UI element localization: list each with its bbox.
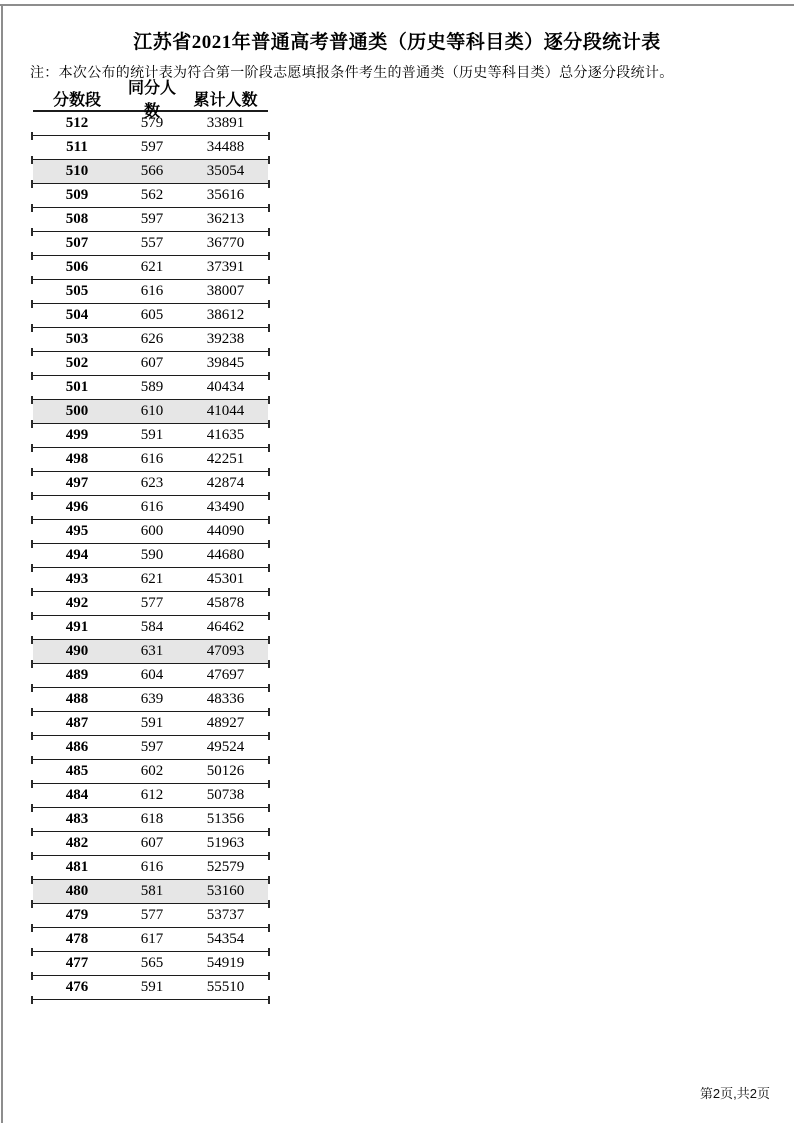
- same-score-count-cell: 557: [140, 235, 164, 251]
- same-score-count-cell: 612: [140, 787, 164, 803]
- same-score-count-cell: 621: [140, 259, 164, 275]
- same-score-count-cell: 602: [140, 763, 164, 779]
- score-cell: 509: [65, 187, 89, 203]
- table-row: [33, 712, 268, 736]
- score-cell: 503: [65, 331, 89, 347]
- same-score-count-cell: 581: [140, 883, 164, 899]
- cumulative-count-cell: 35616: [206, 187, 245, 203]
- score-cell: 510: [65, 163, 89, 179]
- column-header-cumulative-count: 累计人数: [193, 91, 258, 109]
- same-score-count-cell: 577: [140, 907, 164, 923]
- score-cell: 482: [65, 835, 89, 851]
- same-score-count-cell: 579: [140, 115, 164, 131]
- note-text: 注：本次公布的统计表为符合第一阶段志愿填报条件考生的普通类（历史等科目类）总分逐分段统计。: [30, 66, 674, 81]
- score-cell: 502: [65, 355, 89, 371]
- score-cell: 501: [65, 379, 89, 395]
- score-cell: 487: [65, 715, 89, 731]
- cumulative-count-cell: 54354: [206, 931, 245, 947]
- same-score-count-cell: 618: [140, 811, 164, 827]
- cumulative-count-cell: 37391: [206, 259, 245, 275]
- table-row: [33, 184, 268, 208]
- table-row: [33, 328, 268, 352]
- cumulative-count-cell: 50738: [206, 787, 245, 803]
- table-row: [33, 808, 268, 832]
- score-cell: 484: [65, 787, 89, 803]
- cumulative-count-cell: 34488: [206, 139, 245, 155]
- cumulative-count-cell: 47697: [206, 667, 245, 683]
- cumulative-count-cell: 45878: [206, 595, 245, 611]
- same-score-count-cell: 566: [140, 163, 164, 179]
- cumulative-count-cell: 42251: [206, 451, 245, 467]
- table-row: [33, 136, 268, 160]
- cumulative-count-cell: 42874: [206, 475, 245, 491]
- same-score-count-cell: 562: [140, 187, 164, 203]
- cumulative-count-cell: 41635: [206, 427, 245, 443]
- score-cell: 486: [65, 739, 89, 755]
- same-score-count-cell: 565: [140, 955, 164, 971]
- table-row: [33, 496, 268, 520]
- column-header-same-score-count: 同分人数: [127, 80, 176, 120]
- cumulative-count-cell: 48336: [206, 691, 245, 707]
- score-cell: 493: [65, 571, 89, 587]
- table-row: [33, 856, 268, 880]
- cumulative-count-cell: 44680: [206, 547, 245, 563]
- cumulative-count-cell: 51356: [206, 811, 245, 827]
- score-cell: 495: [65, 523, 89, 539]
- score-cell: 476: [65, 979, 89, 995]
- table-row: [33, 616, 268, 640]
- table-row: [33, 952, 268, 976]
- table-row: [33, 280, 268, 304]
- page-title: 江苏省2021年普通高考普通类（历史等科目类）逐分段统计表: [133, 32, 661, 53]
- table-row: [33, 256, 268, 280]
- same-score-count-cell: 621: [140, 571, 164, 587]
- same-score-count-cell: 616: [140, 451, 164, 467]
- same-score-count-cell: 591: [140, 979, 164, 995]
- same-score-count-cell: 626: [140, 331, 164, 347]
- score-cell: 478: [65, 931, 89, 947]
- table-row: [33, 352, 268, 376]
- same-score-count-cell: 591: [140, 715, 164, 731]
- same-score-count-cell: 623: [140, 475, 164, 491]
- table-row: [33, 832, 268, 856]
- score-cell: 507: [65, 235, 89, 251]
- table-row: [33, 520, 268, 544]
- same-score-count-cell: 589: [140, 379, 164, 395]
- score-cell: 496: [65, 499, 89, 515]
- table-row: [33, 208, 268, 232]
- table-row: [33, 544, 268, 568]
- same-score-count-cell: 616: [140, 859, 164, 875]
- score-cell: 497: [65, 475, 89, 491]
- score-cell: 489: [65, 667, 89, 683]
- table-row: [33, 592, 268, 616]
- cumulative-count-cell: 38007: [206, 283, 245, 299]
- same-score-count-cell: 639: [140, 691, 164, 707]
- table-body: [33, 112, 268, 1000]
- cumulative-count-cell: 51963: [206, 835, 245, 851]
- cumulative-count-cell: 48927: [206, 715, 245, 731]
- same-score-count-cell: 616: [140, 499, 164, 515]
- table-row: [33, 664, 268, 688]
- cumulative-count-cell: 36213: [206, 211, 245, 227]
- score-cell: 481: [65, 859, 89, 875]
- score-cell: 511: [66, 139, 88, 155]
- table-row: [33, 400, 268, 424]
- same-score-count-cell: 590: [140, 547, 164, 563]
- page-top-edge: [0, 4, 794, 6]
- table-row: [33, 976, 268, 1000]
- score-cell: 492: [65, 595, 89, 611]
- cumulative-count-cell: 35054: [206, 163, 245, 179]
- cumulative-count-cell: 39845: [206, 355, 245, 371]
- score-cell: 498: [65, 451, 89, 467]
- same-score-count-cell: 631: [140, 643, 164, 659]
- score-cell: 477: [65, 955, 89, 971]
- same-score-count-cell: 597: [140, 739, 164, 755]
- cumulative-count-cell: 41044: [206, 403, 245, 419]
- score-cell: 512: [65, 115, 89, 131]
- same-score-count-cell: 607: [140, 835, 164, 851]
- cumulative-count-cell: 46462: [206, 619, 245, 635]
- cumulative-count-cell: 53737: [206, 907, 245, 923]
- cumulative-count-cell: 45301: [206, 571, 245, 587]
- cumulative-count-cell: 50126: [206, 763, 245, 779]
- table-row: [33, 568, 268, 592]
- cumulative-count-cell: 55510: [206, 979, 245, 995]
- table-row: [33, 880, 268, 904]
- score-cell: 479: [65, 907, 89, 923]
- cumulative-count-cell: 39238: [206, 331, 245, 347]
- cumulative-count-cell: 33891: [206, 115, 245, 131]
- same-score-count-cell: 610: [140, 403, 164, 419]
- same-score-count-cell: 617: [140, 931, 164, 947]
- same-score-count-cell: 605: [140, 307, 164, 323]
- score-cell: 505: [65, 283, 89, 299]
- page-number: 第2页,共2页: [699, 1086, 770, 1101]
- score-cell: 483: [65, 811, 89, 827]
- table-row: [33, 760, 268, 784]
- table-row: [33, 160, 268, 184]
- table-row: [33, 688, 268, 712]
- same-score-count-cell: 597: [140, 211, 164, 227]
- score-cell: 480: [65, 883, 89, 899]
- table-row: [33, 448, 268, 472]
- table-row: [33, 736, 268, 760]
- same-score-count-cell: 607: [140, 355, 164, 371]
- score-distribution-table: [33, 80, 268, 1000]
- column-header-score-range: 分数段: [52, 91, 101, 109]
- table-row: [33, 112, 268, 136]
- cumulative-count-cell: 40434: [206, 379, 245, 395]
- table-header-row: [33, 80, 268, 120]
- cumulative-count-cell: 49524: [206, 739, 245, 755]
- cumulative-count-cell: 43490: [206, 499, 245, 515]
- table-row: [33, 472, 268, 496]
- score-cell: 485: [65, 763, 89, 779]
- table-row: [33, 928, 268, 952]
- cumulative-count-cell: 47093: [206, 643, 245, 659]
- same-score-count-cell: 577: [140, 595, 164, 611]
- score-cell: 504: [65, 307, 89, 323]
- table-row: [33, 376, 268, 400]
- cumulative-count-cell: 44090: [206, 523, 245, 539]
- same-score-count-cell: 584: [140, 619, 164, 635]
- score-cell: 488: [65, 691, 89, 707]
- table-row: [33, 640, 268, 664]
- table-row: [33, 424, 268, 448]
- score-cell: 500: [65, 403, 89, 419]
- table-row: [33, 232, 268, 256]
- cumulative-count-cell: 54919: [206, 955, 245, 971]
- same-score-count-cell: 616: [140, 283, 164, 299]
- same-score-count-cell: 597: [140, 139, 164, 155]
- score-cell: 494: [65, 547, 89, 563]
- cumulative-count-cell: 38612: [206, 307, 245, 323]
- same-score-count-cell: 600: [140, 523, 164, 539]
- cumulative-count-cell: 36770: [206, 235, 245, 251]
- table-row: [33, 784, 268, 808]
- same-score-count-cell: 591: [140, 427, 164, 443]
- cumulative-count-cell: 53160: [206, 883, 245, 899]
- cumulative-count-cell: 52579: [206, 859, 245, 875]
- table-row: [33, 904, 268, 928]
- score-cell: 499: [65, 427, 89, 443]
- table-row: [33, 304, 268, 328]
- same-score-count-cell: 604: [140, 667, 164, 683]
- score-cell: 491: [65, 619, 89, 635]
- page-left-edge: [1, 4, 3, 1123]
- score-cell: 508: [65, 211, 89, 227]
- score-cell: 506: [65, 259, 89, 275]
- score-cell: 490: [65, 643, 89, 659]
